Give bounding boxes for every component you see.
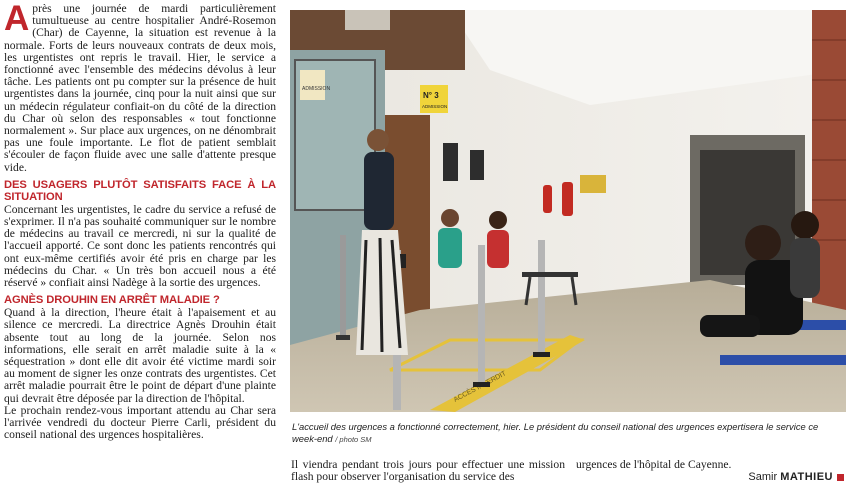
author-last-name: MATHIEU — [780, 471, 833, 483]
author-byline — [748, 471, 844, 483]
admission-sign-1 — [300, 70, 325, 100]
drop-cap: A — [4, 0, 30, 38]
subhead-drouhin: AGNÈS DROUHIN EN ARRÊT MALADIE ? — [4, 294, 220, 307]
article-column — [4, 0, 276, 442]
end-mark-icon — [837, 474, 844, 481]
bottom-column-2: urgences de l'hôpital de Cayenne. — [576, 458, 732, 471]
admission-sign-text-small: ADMISSION — [302, 86, 331, 92]
emergency-waiting-room-photo — [290, 10, 846, 412]
paragraph-users: Concernant les urgentistes, le cadre du service a refusé de s'exprimer. Il n'a pas souhaité communiquer sur le nombre de médecins au travail ce mercredi, ni sur la qualité de l'accueil apporté. Ce sont donc les patients rencontrés qui ont eux-même certifiés avoir été pris en charge par les médecins du Char. « Un très bon accueil nous a été réservé » confiait ainsi Nadège à la sortie des urgences. — [4, 202, 276, 290]
photo-illustration — [290, 10, 846, 412]
n3-sign-text: N° 3 — [423, 91, 439, 100]
intro-text: près une journée de mardi particulièrement tumultueuse au centre hospitalier André-Rosemon (Char) de Cayenne, la situation est revenue à la normale. Forts de leurs nouveaux contrats de deux mois, les urgentistes ont repris le travail. Hier, le service a fonctionné avec l'ensemble des médecins dévolus à leur tâche. Les patients ont pu compter sur la présence de huit urgentistes dans la journée, cinq pour la nuit ainsi que sur un médecin régulateur confiait-on du côté de la direction du Char où selon des responsables « tout fonctionne normalement ». Sur place aux urgences, on ne dénombrait pas une foule importante. Le flot de patient semblait s'écouler de façon fluide avec une salle d'attente presque vide. — [4, 2, 276, 174]
photo-credit: / photo SM — [335, 434, 372, 444]
author-first-name: Samir — [748, 471, 778, 483]
paragraph-direction: Quand à la direction, l'heure était à l'apaisement et au silence ce mercredi. La directrice Agnès Drouhin était absente tout au long de la journée. Selon nos informations, elle serait en arrêt maladie suite à la « séquestration » dont elle dit avoir été victime mardi soir au moment de signer les onze contrats des urgentistes. Cet arrêt maladie pourrait être le point de départ d'une plainte qui devrait être déposée par la direction de l'hôpital. — [4, 306, 276, 405]
intro-paragraph — [4, 0, 276, 174]
subhead-users: DES USAGERS PLUTÔT SATISFAITS FACE À LA SITUATION — [4, 178, 276, 203]
paragraph-carli: Le prochain rendez-vous important attendu au Char sera l'arrivée vendredi du docteur Pierre Carli, président du conseil national des urgences hospitalières. — [4, 403, 276, 442]
floor-marking-text: ACCÈS INTERDIT — [452, 370, 508, 404]
photo-caption — [292, 421, 832, 445]
caption-text: L'accueil des urgences a fonctionné correctement, hier. Le président du conseil national des urgences expertisera le service ce week-end — [292, 421, 819, 444]
n3-sign-sub: ADMISSION — [422, 104, 448, 109]
bottom-column-1: Il viendra pendant trois jours pour effectuer une mission flash pour observer l'organisation du service des — [291, 458, 565, 484]
